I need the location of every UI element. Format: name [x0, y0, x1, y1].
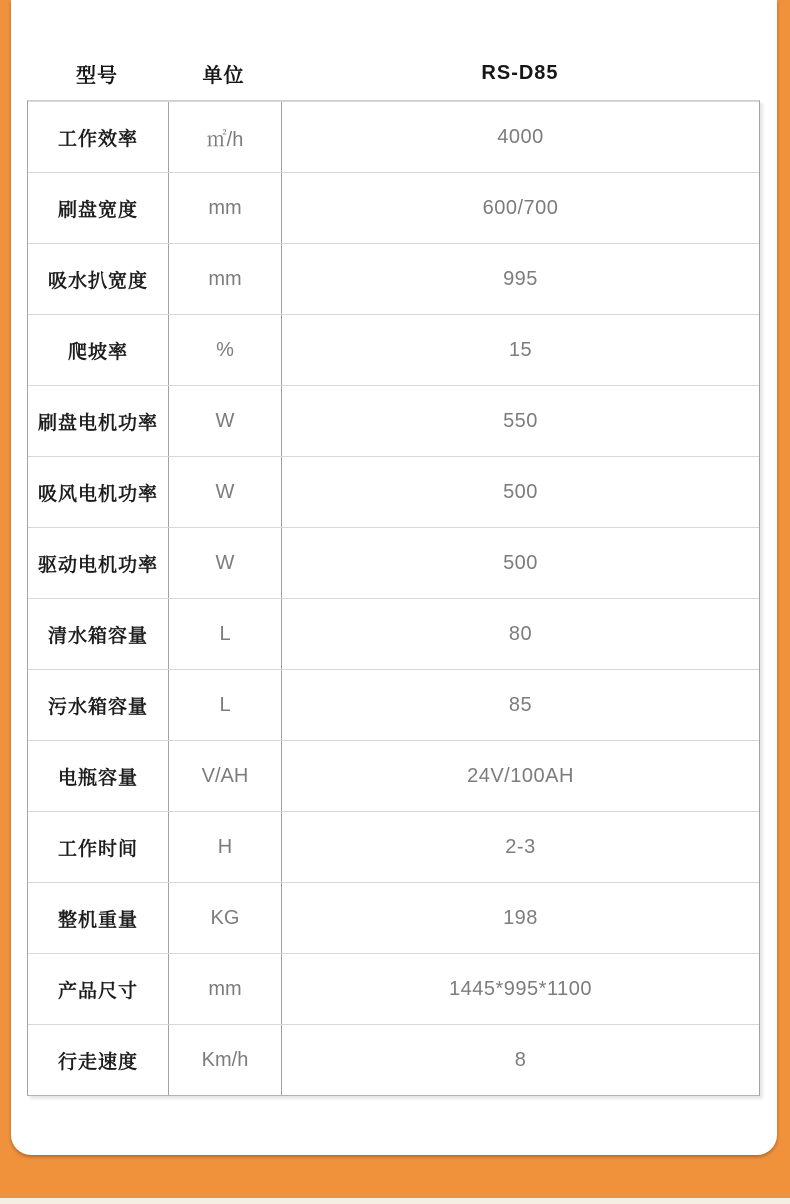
spec-value: 2-3	[281, 812, 759, 882]
table-row	[28, 101, 759, 172]
spec-unit: L	[168, 670, 281, 740]
spec-unit: L	[168, 599, 281, 669]
table-row	[28, 314, 759, 385]
spec-label: 吸风电机功率	[37, 483, 158, 505]
table-row	[28, 243, 759, 314]
table-row	[28, 882, 759, 953]
table-row	[28, 740, 759, 811]
table-row	[28, 953, 759, 1024]
table-row	[28, 172, 759, 243]
spec-value: 500	[281, 457, 759, 527]
spec-unit: W	[168, 528, 281, 598]
spec-value: 550	[281, 386, 759, 456]
spec-label: 整机重量	[57, 909, 138, 931]
spec-unit: V/AH	[168, 741, 281, 811]
spec-unit: Km/h	[168, 1025, 281, 1095]
spec-label: 污水箱容量	[47, 696, 148, 718]
table-row	[28, 598, 759, 669]
spec-label: 行走速度	[57, 1051, 138, 1073]
spec-table-header	[27, 57, 760, 89]
spec-label: 清水箱容量	[47, 625, 148, 647]
spec-label: 吸水扒宽度	[47, 270, 148, 292]
table-row	[28, 456, 759, 527]
spec-value: 15	[281, 315, 759, 385]
spec-value: 4000	[281, 102, 759, 172]
spec-value: 85	[281, 670, 759, 740]
table-row	[28, 527, 759, 598]
header-model-label: 型号	[76, 64, 118, 87]
header-model-value: RS-D85	[481, 61, 559, 84]
table-row	[28, 811, 759, 882]
spec-unit: mm	[168, 173, 281, 243]
spec-label: 驱动电机功率	[37, 554, 158, 576]
spec-value: 600/700	[281, 173, 759, 243]
spec-label: 刷盘电机功率	[37, 412, 158, 434]
header-unit-label: 单位	[202, 64, 245, 87]
spec-unit: mm	[168, 244, 281, 314]
spec-unit: W	[168, 386, 281, 456]
spec-card	[11, 0, 777, 1155]
spec-value: 198	[281, 883, 759, 953]
spec-unit: KG	[168, 883, 281, 953]
spec-unit: %	[168, 315, 281, 385]
spec-value: 500	[281, 528, 759, 598]
spec-value: 8	[281, 1025, 759, 1095]
table-row	[28, 385, 759, 456]
spec-unit: ㎡/h	[168, 102, 281, 172]
table-row	[28, 1024, 759, 1095]
spec-value: 24V/100AH	[281, 741, 759, 811]
spec-unit: W	[168, 457, 281, 527]
spec-table	[27, 100, 760, 1096]
spec-label: 爬坡率	[67, 341, 128, 363]
bottom-section-edge	[0, 1198, 790, 1204]
spec-value: 80	[281, 599, 759, 669]
spec-unit: H	[168, 812, 281, 882]
spec-label: 电瓶容量	[57, 767, 138, 789]
spec-label: 工作效率	[57, 128, 138, 150]
spec-value: 995	[281, 244, 759, 314]
table-row	[28, 669, 759, 740]
spec-value: 1445*995*1100	[281, 954, 759, 1024]
spec-unit: mm	[168, 954, 281, 1024]
spec-label: 工作时间	[57, 838, 138, 860]
spec-label: 产品尺寸	[57, 980, 138, 1002]
spec-label: 刷盘宽度	[57, 199, 138, 221]
